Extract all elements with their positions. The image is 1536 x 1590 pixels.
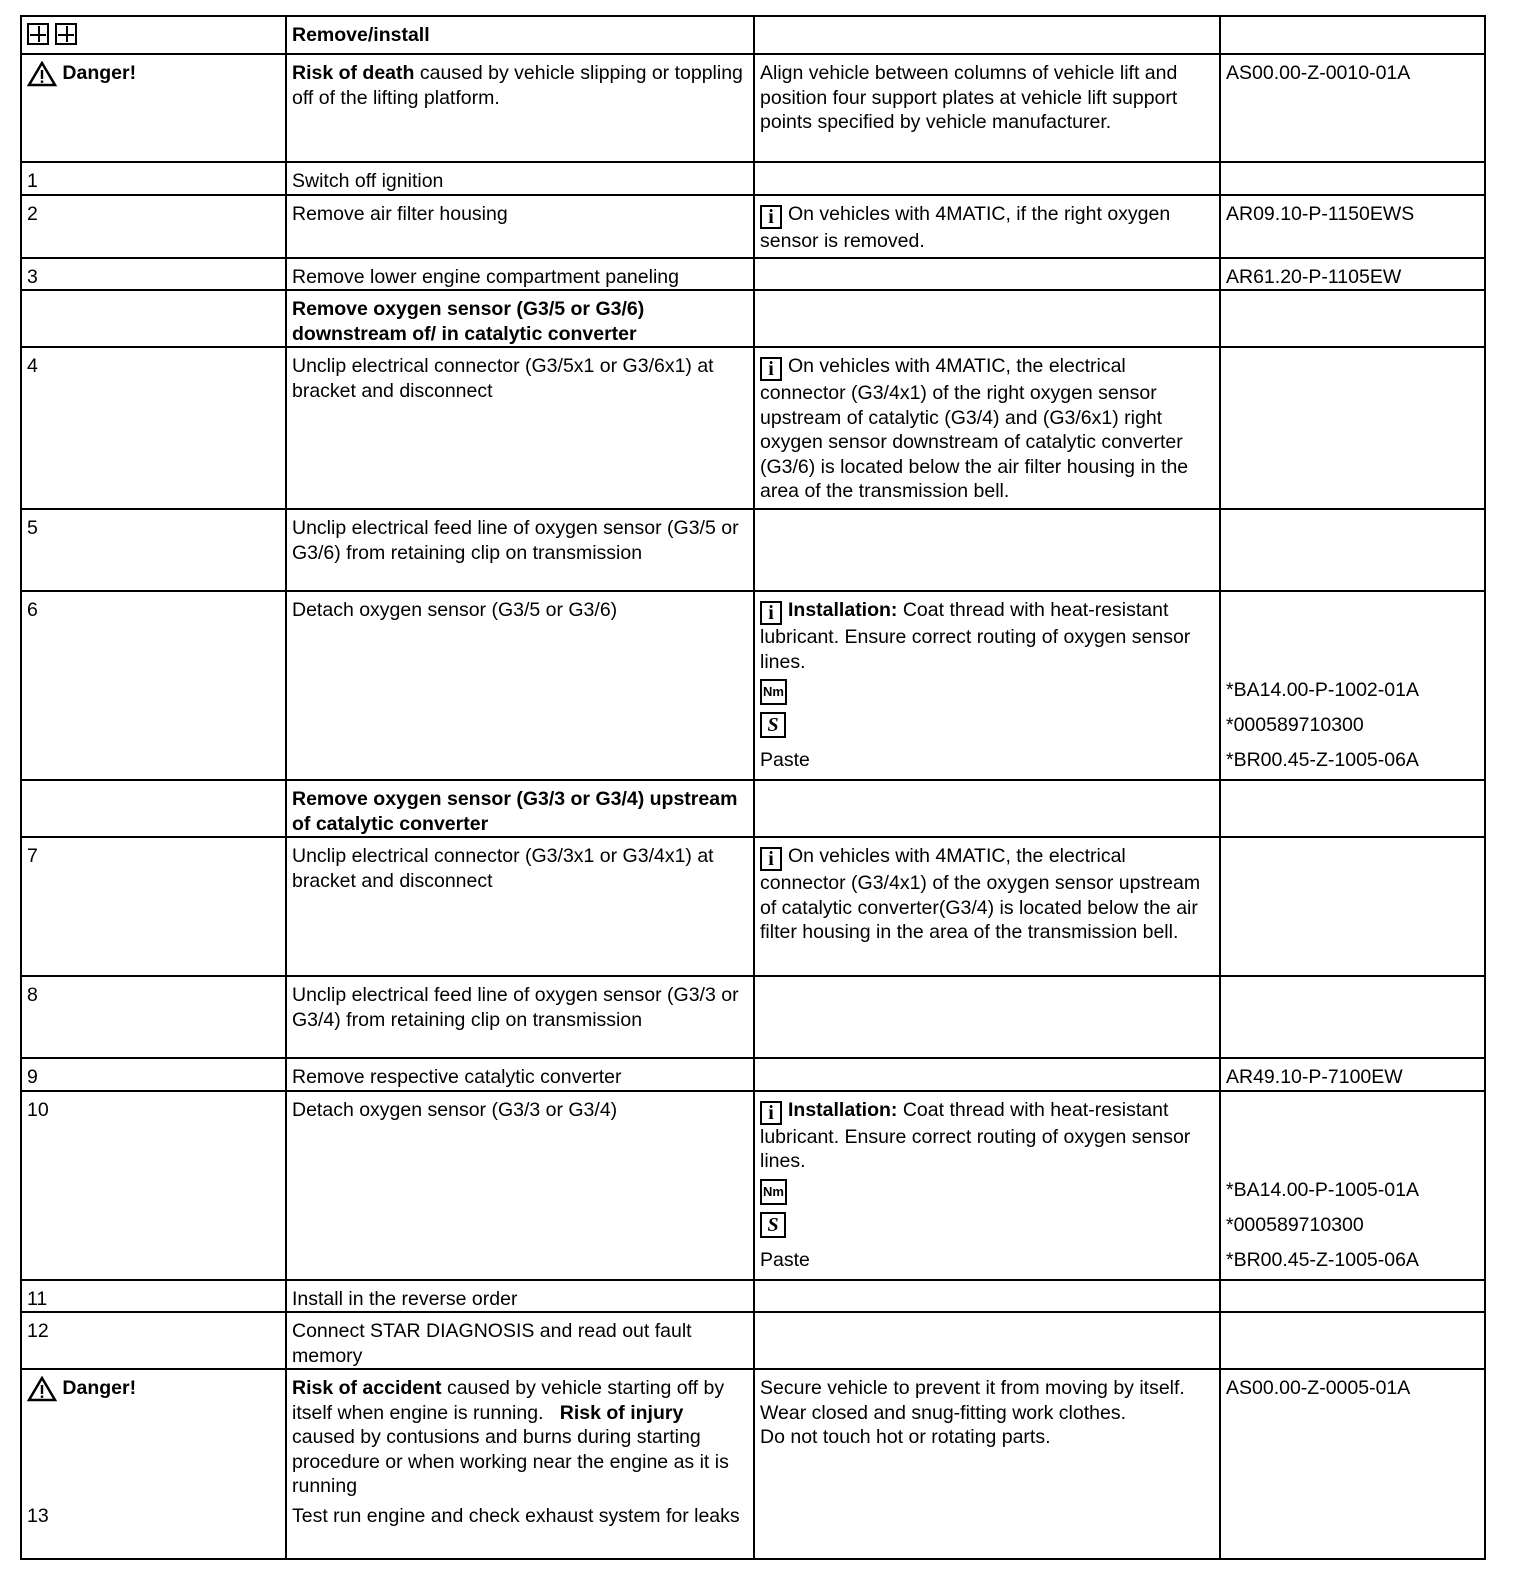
danger-action-cell [754, 1369, 1220, 1559]
note-cell [754, 1091, 1220, 1280]
reference-link[interactable]: *000589710300 [1226, 714, 1364, 736]
info-icon: i [760, 847, 782, 871]
note-cell [754, 347, 1220, 509]
danger-action: Do not touch hot or rotating parts. [760, 1426, 1051, 1448]
step-number: 11 [21, 1280, 286, 1313]
step-number: 12 [21, 1312, 286, 1369]
section-heading: Remove oxygen sensor (G3/3 or G3/4) upstream of catalytic converter [286, 780, 754, 837]
empty-cell [21, 780, 286, 837]
step-text: Remove lower engine compartment paneling [286, 258, 754, 291]
step-number: 8 [21, 976, 286, 1058]
empty-cell [754, 1280, 1220, 1313]
header-row [21, 16, 1485, 54]
step-row [21, 976, 1485, 1058]
note-title: Installation: [788, 599, 898, 621]
step-row [21, 1312, 1485, 1369]
step-row [21, 258, 1485, 291]
reference-link[interactable]: AR09.10-P-1150EWS [1220, 195, 1485, 258]
step-row [21, 837, 1485, 976]
section-heading-row [21, 780, 1485, 837]
reference-link[interactable]: AR61.20-P-1105EW [1220, 258, 1485, 291]
empty-cell [754, 162, 1220, 195]
step-number: 2 [21, 195, 286, 258]
torque-nm-icon: Nm [760, 679, 787, 705]
step-row [21, 1091, 1485, 1280]
empty-cell [21, 290, 286, 347]
step-text: Test run engine and check exhaust system for leaks [292, 1505, 740, 1527]
consumable-label: Paste [760, 1248, 810, 1271]
empty-cell [754, 290, 1220, 347]
danger-label-cell [21, 1369, 286, 1559]
step-text: Unclip electrical feed line of oxygen sensor (G3/3 or G3/4) from retaining clip on transmission [286, 976, 754, 1058]
step-row [21, 1280, 1485, 1313]
empty-cell [754, 258, 1220, 291]
danger-label: Danger! [62, 62, 137, 85]
warning-triangle-icon [27, 61, 57, 87]
empty-cell [1220, 976, 1485, 1058]
step-number: 10 [21, 1091, 286, 1280]
consumable-label: Paste [760, 749, 810, 771]
note-cell [754, 837, 1220, 976]
step-text: Detach oxygen sensor (G3/5 or G3/6) [286, 591, 754, 780]
risk-title: Risk of accident [292, 1377, 442, 1399]
collapse-all-icon[interactable] [55, 23, 77, 45]
danger-action: Align vehicle between columns of vehicle lift and position four support plates at vehicle lift support points specified by vehicle manufacturer. [754, 54, 1220, 162]
step-row [21, 195, 1485, 258]
reference-link[interactable]: *BR00.45-Z-1005-06A [1226, 1248, 1419, 1271]
step-row [21, 1058, 1485, 1091]
empty-cell [754, 16, 1220, 54]
reference-link[interactable]: AR49.10-P-7100EW [1220, 1058, 1485, 1091]
info-icon: i [760, 601, 782, 625]
empty-cell [1220, 347, 1485, 509]
step-number: 9 [21, 1058, 286, 1091]
note-text: Coat thread with heat-resistant lubricant. Ensure correct routing of oxygen sensor lines. [760, 1098, 1191, 1172]
reference-link[interactable]: *000589710300 [1226, 1213, 1364, 1236]
step-number: 4 [21, 347, 286, 509]
danger-row [21, 54, 1485, 162]
info-icon: i [760, 1101, 782, 1125]
step-number: 7 [21, 837, 286, 976]
danger-label: Danger! [62, 1377, 137, 1400]
step-text: Unclip electrical feed line of oxygen sensor (G3/5 or G3/6) from retaining clip on transmission [286, 509, 754, 591]
empty-cell [1220, 780, 1485, 837]
empty-cell [1220, 1312, 1485, 1369]
step-text: Unclip electrical connector (G3/3x1 or G3/4x1) at bracket and disconnect [286, 837, 754, 976]
step-row [21, 591, 1485, 780]
reference-cell [1220, 591, 1485, 780]
empty-cell [754, 1058, 1220, 1091]
risk-text: caused by vehicle slipping or toppling off of the lifting platform. [292, 62, 743, 109]
reference-link[interactable]: *BR00.45-Z-1005-06A [1226, 749, 1419, 771]
empty-cell [1220, 837, 1485, 976]
risk-text: caused by vehicle starting off by itself when engine is running. [292, 1377, 725, 1424]
empty-cell [754, 1312, 1220, 1369]
reference-link[interactable]: AS00.00-Z-0005-01A [1220, 1369, 1485, 1559]
empty-cell [1220, 509, 1485, 591]
header-icons-cell [21, 16, 286, 54]
step-text: Remove respective catalytic converter [286, 1058, 754, 1091]
note-text: On vehicles with 4MATIC, the electrical connector (G3/4x1) of the right oxygen sensor upstream of catalytic (G3/4) and (G3/6x1) right oxygen sensor downstream of catalytic converter (G3/6) is located below the air filter housing in the area of the transmission bell. [760, 355, 1189, 502]
info-icon: i [760, 205, 782, 229]
torque-nm-icon: Nm [760, 1179, 787, 1205]
note-text: On vehicles with 4MATIC, the electrical connector (G3/4x1) of the oxygen sensor upstream of catalytic converter(G3/4) is located below the air filter housing in the area of the transmission bell. [760, 845, 1201, 943]
step-number: 1 [21, 162, 286, 195]
note-cell [754, 195, 1220, 258]
reference-link[interactable]: AS00.00-Z-0010-01A [1220, 54, 1485, 162]
page-title: Remove/install [286, 16, 754, 54]
empty-cell [754, 976, 1220, 1058]
danger-action: Wear closed and snug-fitting work clothes. [760, 1401, 1126, 1424]
step-text: Connect STAR DIAGNOSIS and read out fault memory [286, 1312, 754, 1369]
step-row [21, 162, 1485, 195]
step-row [21, 509, 1485, 591]
step-text: Switch off ignition [286, 162, 754, 195]
empty-cell [1220, 16, 1485, 54]
step-text: Install in the reverse order [286, 1280, 754, 1313]
empty-cell [1220, 162, 1485, 195]
warning-triangle-icon [27, 1376, 57, 1402]
note-cell [754, 591, 1220, 780]
info-icon: i [760, 357, 782, 381]
empty-cell [1220, 1280, 1485, 1313]
empty-cell [754, 509, 1220, 591]
danger-risk-cell [286, 54, 754, 162]
section-heading: Remove oxygen sensor (G3/5 or G3/6) downstream of/ in catalytic converter [286, 290, 754, 347]
reference-link[interactable]: *BA14.00-P-1002-01A [1226, 679, 1419, 701]
step-number: 13 [27, 1505, 49, 1527]
step-row [21, 347, 1485, 509]
step-number: 6 [21, 591, 286, 780]
note-text: Coat thread with heat-resistant lubricant. Ensure correct routing of oxygen sensor lines. [760, 599, 1191, 673]
special-tool-icon: S [760, 712, 786, 738]
step-number: 3 [21, 258, 286, 291]
danger-action: Secure vehicle to prevent it from moving by itself. [760, 1377, 1185, 1399]
reference-link[interactable]: *BA14.00-P-1005-01A [1226, 1178, 1419, 1201]
expand-all-icon[interactable] [27, 23, 49, 45]
empty-cell [754, 780, 1220, 837]
note-title: Installation: [788, 1098, 898, 1121]
danger-label-cell [21, 54, 286, 162]
note-text: On vehicles with 4MATIC, if the right oxygen sensor is removed. [760, 202, 1171, 252]
danger-row [21, 1369, 1485, 1559]
step-text: Detach oxygen sensor (G3/3 or G3/4) [286, 1091, 754, 1280]
step-text: Unclip electrical connector (G3/5x1 or G3/6x1) at bracket and disconnect [286, 347, 754, 509]
risk-text: caused by contusions and burns during starting procedure or when working near the engine as it is running [292, 1426, 729, 1497]
special-tool-icon: S [760, 1212, 786, 1238]
section-heading-row [21, 290, 1485, 347]
empty-cell [1220, 290, 1485, 347]
danger-risk-cell [286, 1369, 754, 1559]
risk-title: Risk of death [292, 62, 415, 84]
procedure-table [20, 15, 1486, 1560]
reference-cell [1220, 1091, 1485, 1280]
step-number: 5 [21, 509, 286, 591]
step-text: Remove air filter housing [286, 195, 754, 258]
risk-title: Risk of injury [559, 1401, 684, 1424]
